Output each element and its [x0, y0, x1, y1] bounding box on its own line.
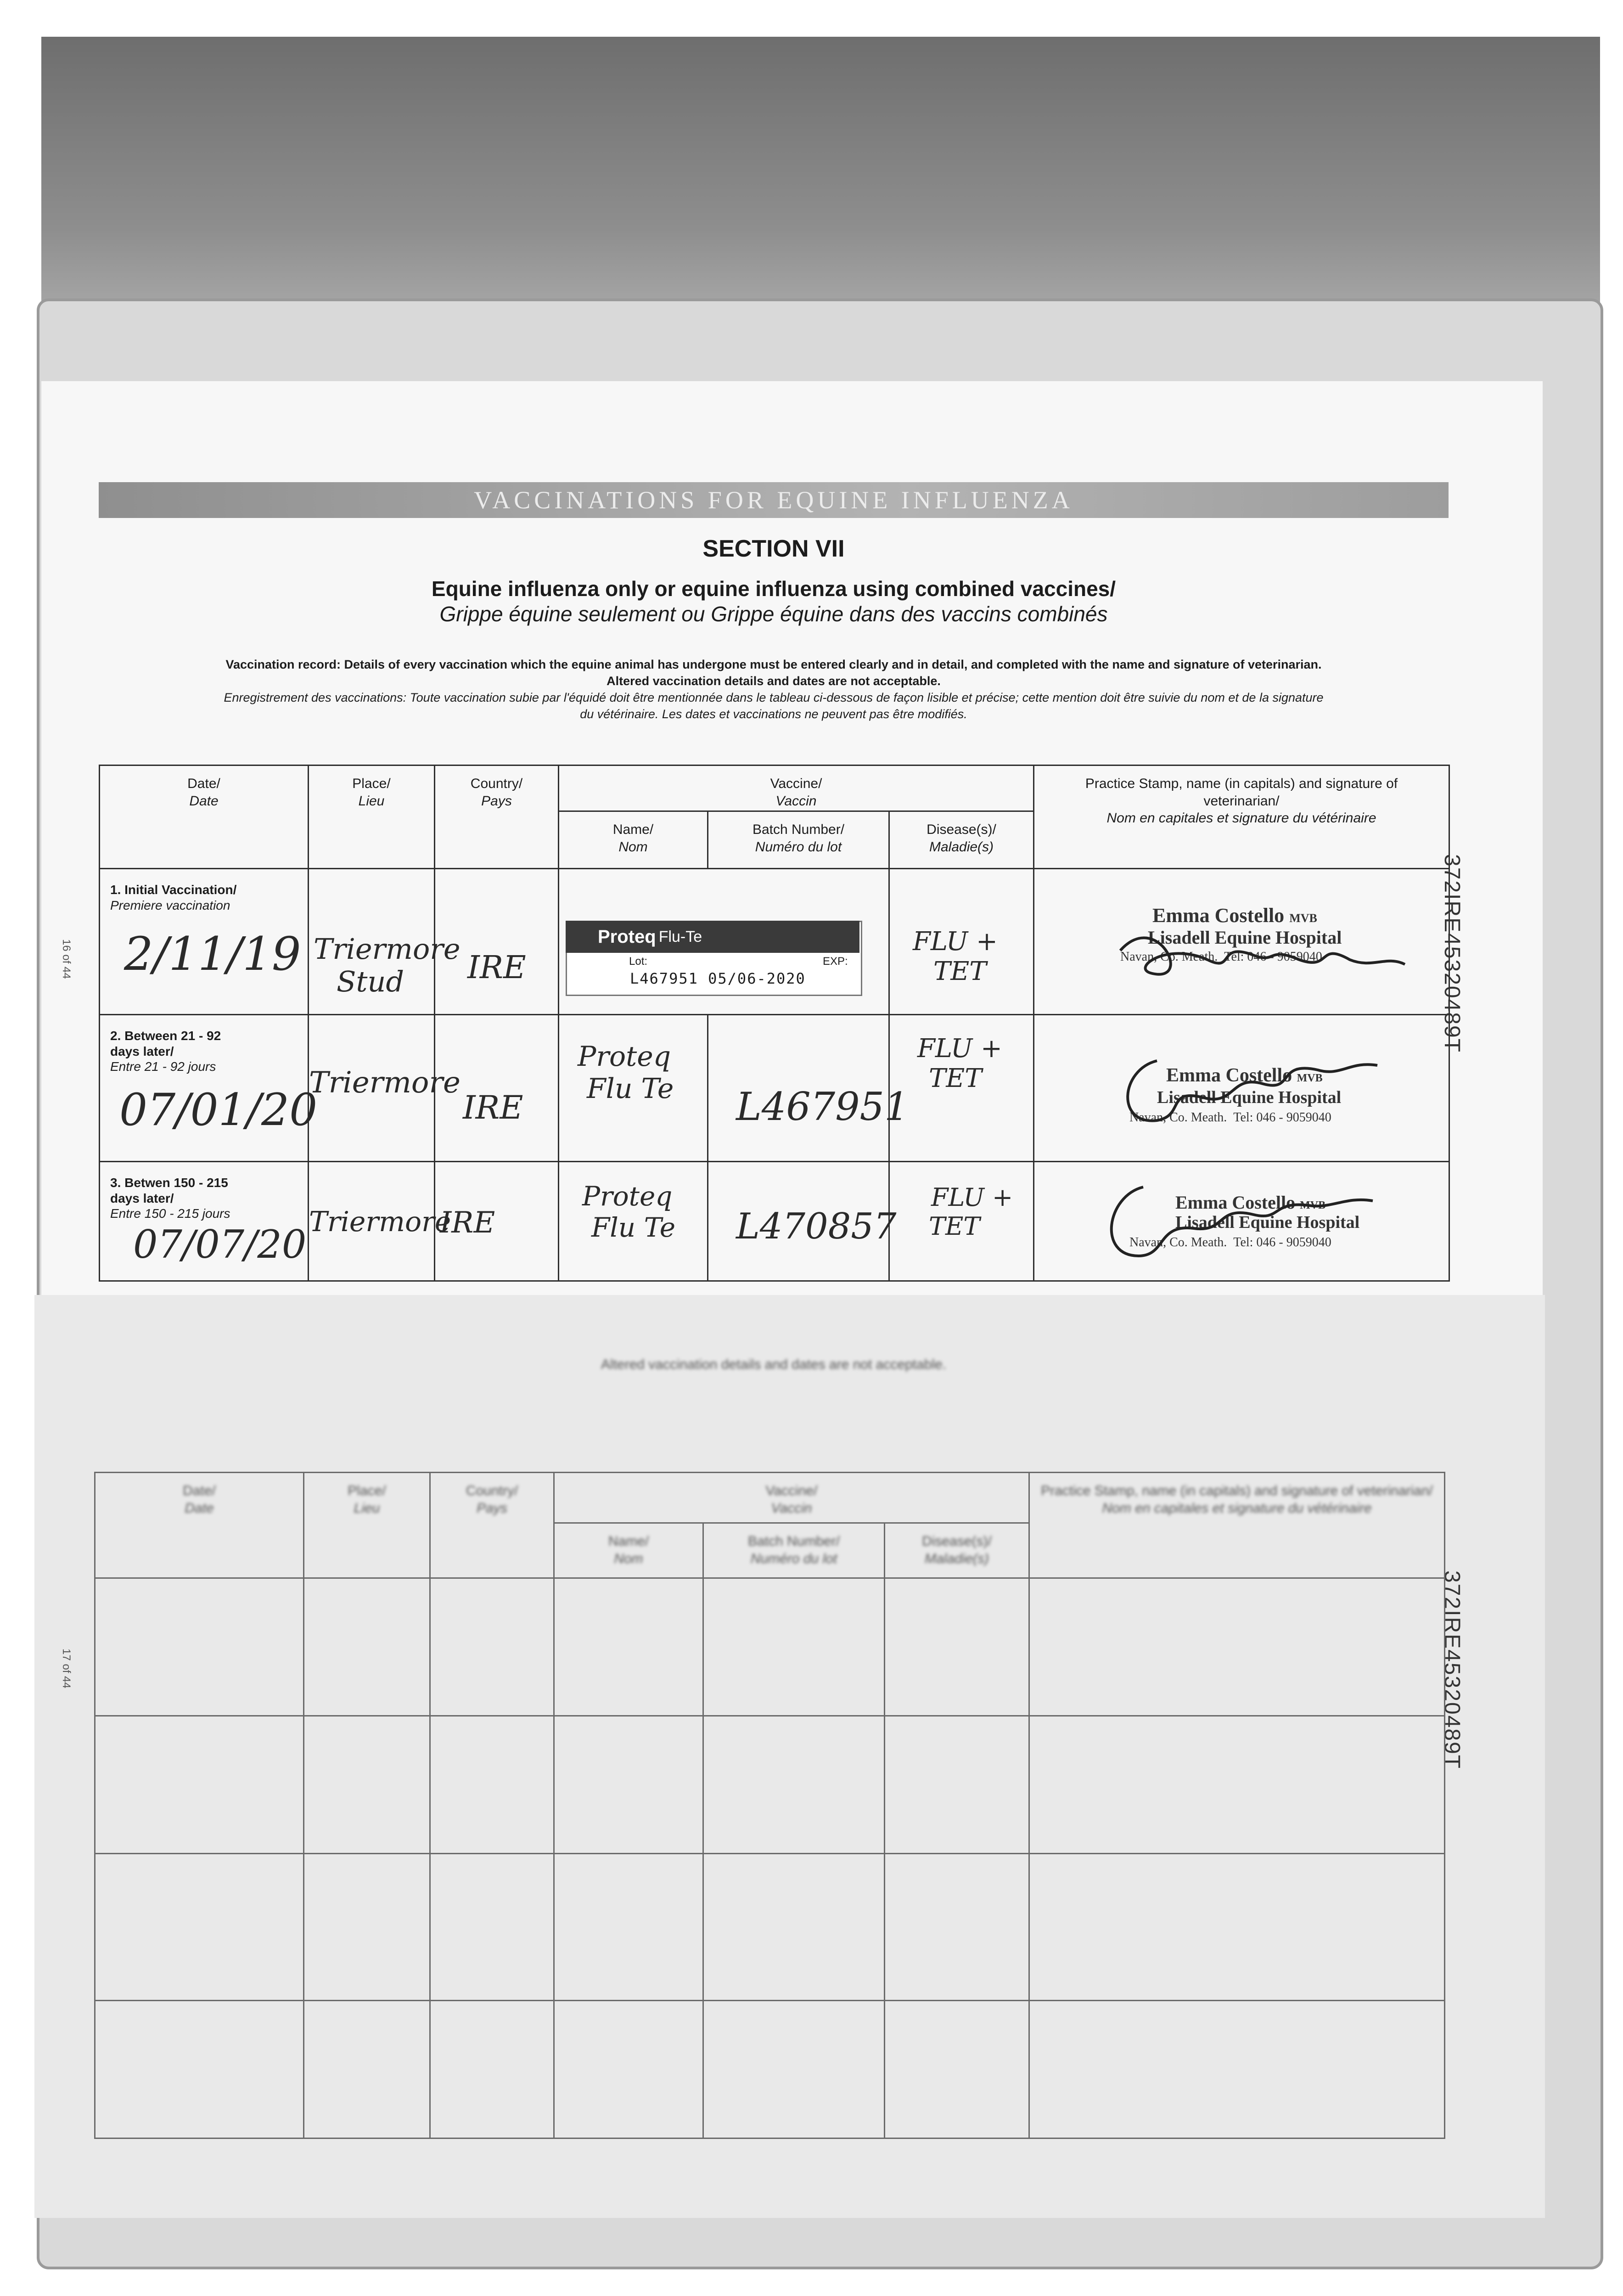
table-row: [95, 2001, 1445, 2138]
header-country: Country/ Pays: [435, 765, 559, 869]
row-label: 3. Betwen 150 - 215 days later/ Entre 150 - 215 jours 07/07/20: [100, 1162, 309, 1281]
vaccine-label-brand: Proteq Flu-Te: [566, 921, 859, 953]
name-cell: Proteq Flu Te: [559, 1015, 708, 1162]
section-title: SECTION VII: [702, 535, 845, 562]
disease-cell: FLU + TET: [889, 1162, 1034, 1281]
header-stamp: Practice Stamp, name (in capitals) and signature of veterinarian/ Nom en capitales et signature du vétérinaire: [1034, 765, 1449, 869]
vaccine-lot-value: L467951 05/06-2020: [630, 970, 806, 987]
veterinarian-signature: [1102, 891, 1432, 1001]
header-vaccine: Vaccine/ Vaccin: [559, 765, 1034, 811]
header-batch: Batch Number/ Numéro du lot: [708, 811, 889, 869]
header-batch: Batch Number/ Numéro du lot: [703, 1523, 885, 1578]
stamp-address: Navan, Co. Meath. Tel: 046 - 9059040: [1129, 1235, 1331, 1249]
stamp-address: Navan, Co. Meath. Tel: 046 - 9059040: [1120, 950, 1322, 964]
blank-vaccination-table: [94, 1472, 1445, 2139]
header-vaccine: Vaccine/ Vaccin: [554, 1473, 1029, 1523]
page-number-16: 16 of 44: [60, 939, 73, 979]
page-number-17: 17 of 44: [60, 1649, 73, 1688]
header-date: Date/ Date: [100, 765, 309, 869]
lower-instructions: Altered vaccination details and dates are not acceptable.: [601, 1357, 947, 1372]
header-disease: Disease(s)/ Maladie(s): [885, 1523, 1029, 1578]
country-cell: IRE: [435, 869, 559, 1015]
record-instructions: Vaccination record: Details of every vaccination which the equine animal has undergone must be entered clearly and in detail, and completed with the name and signature of veterinarian.: [225, 658, 1322, 671]
table-row: [95, 1854, 1445, 2001]
place-cell: Triermore Stud: [309, 869, 435, 1015]
table-row: [95, 1716, 1445, 1854]
batch-cell: L470857: [708, 1162, 889, 1281]
veterinarian-signature: [1102, 1033, 1432, 1153]
table-row: [95, 1578, 1445, 1716]
subtitle-french: Grippe équine seulement ou Grippe équine dans des vaccins combinés: [439, 602, 1108, 626]
name-cell: Proteq Flu Te: [559, 1162, 708, 1281]
veterinarian-signature: [1088, 1169, 1419, 1283]
vaccine-lot-label: Lot:: [629, 955, 648, 968]
date-value: 07/07/20: [133, 1221, 307, 1267]
header-date: Date/ Date: [95, 1473, 304, 1578]
passport-id-upper: 372IRE45320489T: [1440, 854, 1464, 1053]
date-value: 2/11/19: [124, 927, 301, 981]
header-name: Name/ Nom: [559, 811, 708, 869]
header-place: Place/ Lieu: [304, 1473, 430, 1578]
record-instructions-fr: Enregistrement des vaccinations: Toute vaccination subie par l'équidé doit être mentionnée dans le tableau ci-dessous de façon lisible et précise; cette mention doit être suivie du nom et de la signature: [224, 691, 1324, 704]
country-cell: IRE: [435, 1015, 559, 1162]
header-place: Place/ Lieu: [309, 765, 435, 869]
date-value: 07/01/20: [119, 1084, 318, 1136]
header-name: Name/ Nom: [554, 1523, 703, 1578]
subtitle-english: Equine influenza only or equine influenza using combined vaccines/: [431, 577, 1116, 601]
batch-cell: L467951: [708, 1015, 889, 1162]
header-country: Country/ Pays: [430, 1473, 554, 1578]
stamp-name: Emma Costello MVB: [1152, 904, 1317, 927]
stamp-hospital: Lisadell Equine Hospital: [1157, 1088, 1342, 1107]
disease-cell: FLU + TET: [889, 869, 1034, 1015]
vaccine-exp-label: EXP:: [823, 955, 848, 968]
header-stamp: Practice Stamp, name (in capitals) and signature of veterinarian/ Nom en capitales et signature du vétérinaire: [1029, 1473, 1445, 1578]
place-cell: Triermore: [309, 1162, 435, 1281]
record-instructions-2: Altered vaccination details and dates are not acceptable.: [607, 674, 941, 688]
row-label: 2. Between 21 - 92 days later/ Entre 21 - 92 jours 07/01/20: [100, 1015, 309, 1162]
row-label: 1. Initial Vaccination/ Premiere vaccination 2/11/19: [100, 869, 309, 1015]
country-cell: IRE: [435, 1162, 559, 1281]
stamp-address: Navan, Co. Meath. Tel: 046 - 9059040: [1129, 1110, 1331, 1125]
stamp-name: Emma Costello MVB: [1175, 1192, 1326, 1213]
header-disease: Disease(s)/ Maladie(s): [889, 811, 1034, 869]
disease-cell: FLU + TET: [889, 1015, 1034, 1162]
passport-id-lower: 372IRE45320489T: [1440, 1570, 1464, 1769]
stamp-name: Emma Costello MVB: [1166, 1065, 1323, 1086]
stamp-hospital: Lisadell Equine Hospital: [1175, 1213, 1360, 1232]
record-instructions-fr-2: du vétérinaire. Les dates et vaccinations ne peuvent pas être modifiés.: [580, 707, 967, 721]
stamp-hospital: Lisadell Equine Hospital: [1148, 927, 1342, 948]
section-banner: VACCINATIONS FOR EQUINE INFLUENZA: [99, 482, 1449, 518]
place-cell: Triermore: [309, 1015, 435, 1162]
